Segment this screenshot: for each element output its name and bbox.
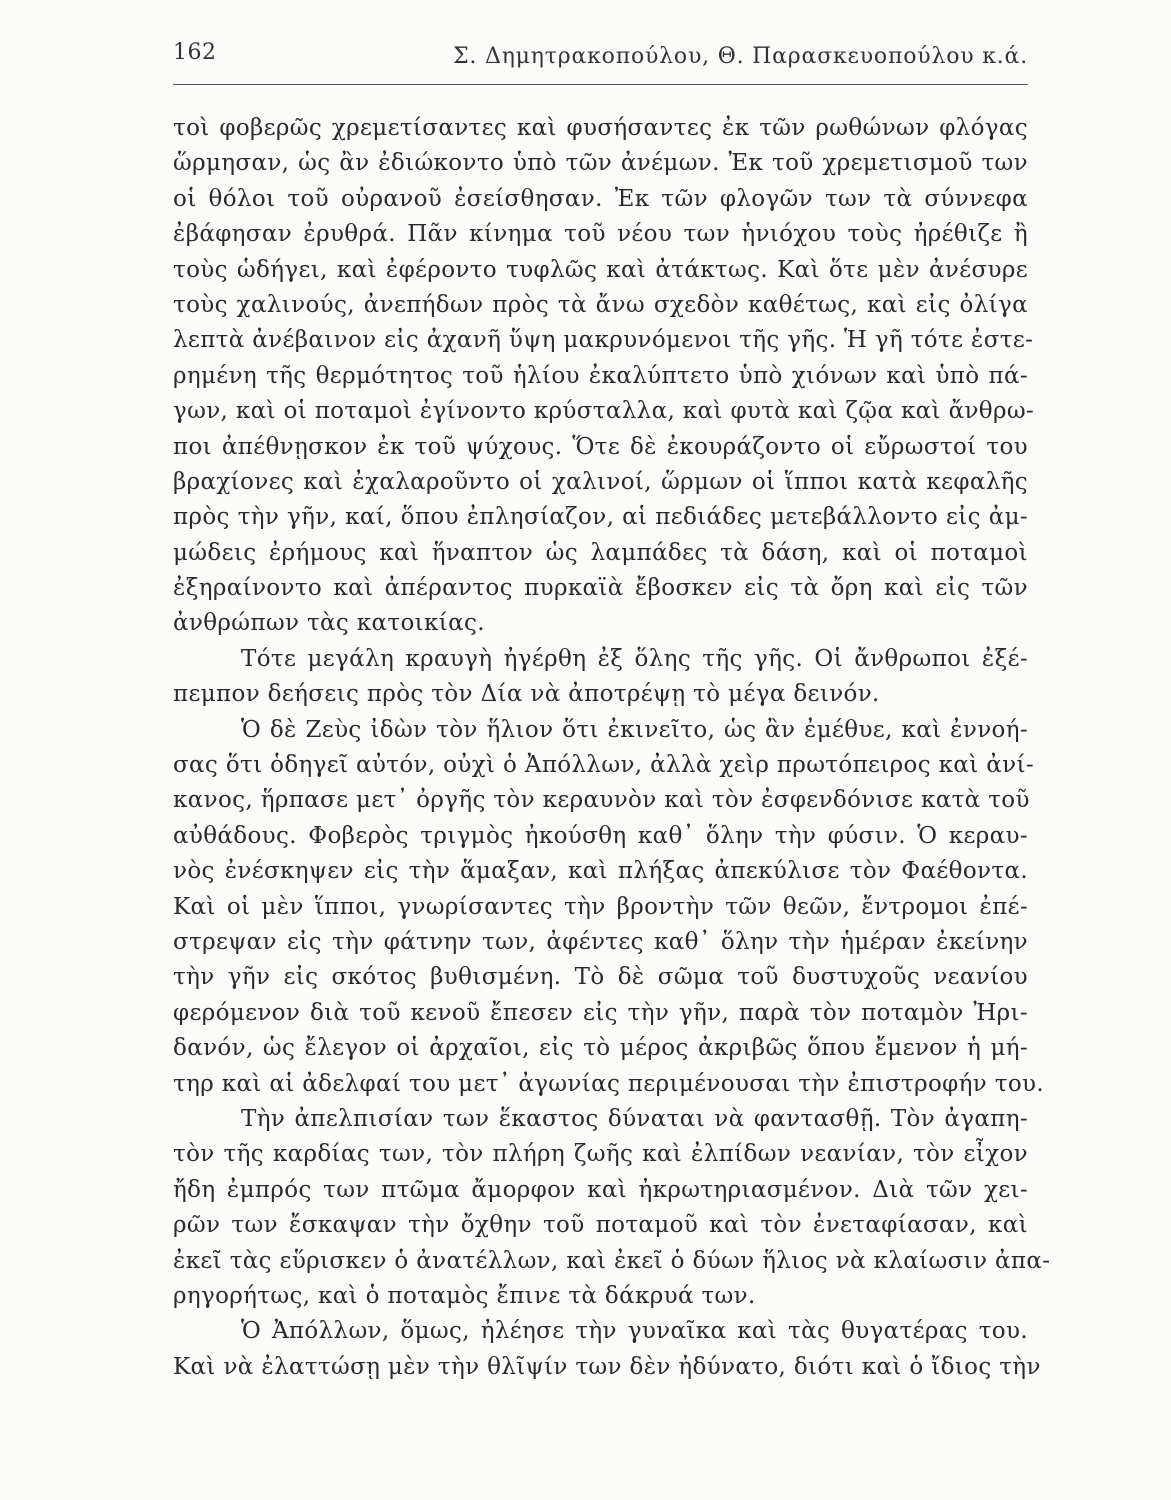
text-line: φερόμενον διὰ τοῦ κενοῦ ἔπεσεν εἰς τὴν γῆν, παρὰ τὸν ποταμὸν Ἠρι-: [173, 999, 1028, 1026]
text-line: ρημένη τῆς θερμότητος τοῦ ἡλίου ἐκαλύπτετο ὑπὸ χιόνων καὶ ὑπὸ πά-: [173, 362, 1028, 389]
text-line: Ὁ Ἀπόλλων, ὅμως, ἠλέησε τὴν γυναῖκα καὶ τὰς θυγατέρας του.: [241, 1318, 1028, 1345]
text-line: ἐξηραίνοντο καὶ ἀπέραντος πυρκαϊὰ ἔβοσκεν εἰς τὰ ὄρη καὶ εἰς τῶν: [173, 575, 1028, 602]
text-line: τοὺς χαλινούς, ἀνεπήδων πρὸς τὰ ἄνω σχεδὸν καθέτως, καὶ εἰς ὀλίγα: [173, 291, 1028, 318]
text-line: τοὶ φοβερῶς χρεμετίσαντες καὶ φυσήσαντες ἐκ τῶν ρωθώνων φλόγας: [173, 115, 1028, 141]
text-line: Τὴν ἀπελπισίαν των ἕκαστος δύναται νὰ φαντασθῇ. Τὸν ἀγαπη-: [241, 1105, 1028, 1132]
text-line: στρεψαν εἰς τὴν φάτνην των, ἀφέντες καθ᾽ ὅλην τὴν ἡμέραν ἐκείνην: [173, 928, 1028, 955]
text-line: τοὺς ὡδήγει, καὶ ἐφέροντο τυφλῶς καὶ ἀτάκτως. Καὶ ὅτε μὲν ἀνέσυρε: [173, 256, 1028, 283]
page-header: [173, 40, 1028, 80]
text-line: τὴν γῆν εἰς σκότος βυθισμένη. Τὸ δὲ σῶμα τοῦ δυστυχοῦς νεανίου: [173, 964, 1028, 991]
text-line: ρῶν των ἔσκαψαν τὴν ὄχθην τοῦ ποταμοῦ καὶ τὸν ἐνεταφίασαν, καὶ: [173, 1212, 1028, 1239]
text-line: λεπτὰ ἀνέβαινον εἰς ἀχανῆ ὕψη μακρυνόμενοι τῆς γῆς. Ἡ γῆ τότε ἐστε-: [173, 327, 1034, 354]
text-line: Καὶ οἱ μὲν ἵπποι, γνωρίσαντες τὴν βροντὴν τῶν θεῶν, ἔντρομοι ἐπέ-: [173, 893, 1028, 920]
paragraph: [173, 1314, 1041, 1385]
text-line: κανος, ἥρπασε μετ᾽ ὀργῆς τὸν κεραυνὸν καὶ τὸν ἐσφενδόνισε κατὰ τοῦ: [173, 787, 1030, 814]
text-line: μώδεις ἐρήμους καὶ ἥναπτον ὡς λαμπάδες τὰ δάση, καὶ οἱ ποταμοὶ: [173, 539, 1028, 566]
text-line: πρὸς τὴν γῆν, καί, ὅπου ἐπλησίαζον, αἱ πεδιάδες μετεβάλλοντο εἰς ἀμ-: [173, 504, 1028, 531]
paragraph: [173, 1102, 1051, 1314]
text-line: ποι ἀπέθνῃσκον ἐκ τοῦ ψύχους. Ὅτε δὲ ἐκουράζοντο οἱ εὔρωστοί του: [173, 433, 1028, 460]
text-line: οἱ θόλοι τοῦ οὐρανοῦ ἐσείσθησαν. Ἐκ τῶν φλογῶν των τὰ σύννεφα: [173, 185, 1028, 212]
text-line: τηρ καὶ αἱ ἀδελφαί του μετ᾽ ἀγωνίας περιμένουσαι τὴν ἐπιστροφήν του.: [173, 1070, 1045, 1097]
text-line: δανόν, ὡς ἔλεγον οἱ ἀρχαῖοι, εἰς τὸ μέρος ἀκριβῶς ὅπου ἔμενον ἡ μή-: [173, 1035, 1028, 1062]
paragraph: [173, 713, 1045, 1102]
text-line: βραχίονες καὶ ἐχαλαροῦντο οἱ χαλινοί, ὥρμων οἱ ἵπποι κατὰ κεφαλῆς: [173, 468, 1028, 495]
paragraph: [173, 642, 1028, 713]
text-line: ἐβάφησαν ἐρυθρά. Πᾶν κίνημα τοῦ νέου των ἡνιόχου τοὺς ἠρέθιζε ἢ: [173, 221, 1028, 248]
text-line: αὐθάδους. Φοβερὸς τριγμὸς ἠκούσθη καθ᾽ ὅλην τὴν φύσιν. Ὁ κεραυ-: [173, 822, 1028, 849]
text-line: τὸν τῆς καρδίας των, τὸν πλήρη ζωῆς καὶ ἐλπίδων νεανίαν, τὸν εἶχον: [173, 1141, 1028, 1168]
running-head: Σ. Δημητρακοπούλου, Θ. Παρασκευοπούλου κ.ά.: [453, 44, 1028, 69]
text-line: Ὁ δὲ Ζεὺς ἰδὼν τὸν ἥλιον ὅτι ἐκινεῖτο, ὡς ἂν ἐμέθυε, καὶ ἐννοή-: [241, 716, 1028, 743]
paragraph: [173, 111, 1035, 642]
text-line: Καὶ νὰ ἐλαττώσῃ μὲν τὴν θλῖψίν των δὲν ἠδύνατο, διότι καὶ ὁ ἴδιος τὴν: [173, 1353, 1041, 1380]
text-line: ὥρμησαν, ὡς ἂν ἐδιώκοντο ὑπὸ τῶν ἀνέμων. Ἐκ τοῦ χρεμετισμοῦ των: [173, 150, 1028, 177]
text-line: πεμπον δεήσεις πρὸς τὸν Δία νὰ ἀποτρέψῃ τὸ μέγα δεινόν.: [173, 681, 880, 708]
text-line: Τότε μεγάλη κραυγὴ ἠγέρθη ἐξ ὅλης τῆς γῆς. Οἱ ἄνθρωποι ἐξέ-: [241, 645, 1028, 672]
body-text: [173, 111, 1051, 1385]
text-line: γων, καὶ οἱ ποταμοὶ ἐγίνοντο κρύσταλλα, καὶ φυτὰ καὶ ζῷα καὶ ἄνθρω-: [173, 398, 1035, 425]
text-line: σας ὅτι ὁδηγεῖ αὐτόν, οὐχὶ ὁ Ἀπόλλων, ἀλλὰ χεὶρ πρωτόπειρος καὶ ἀνί-: [173, 752, 1034, 779]
text-line: ἐκεῖ τὰς εὕρισκεν ὁ ἀνατέλλων, καὶ ἐκεῖ ὁ δύων ἥλιος νὰ κλαίωσιν ἀπα-: [173, 1247, 1051, 1274]
text-line: ρηγορήτως, καὶ ὁ ποταμὸς ἔπινε τὰ δάκρυά των.: [173, 1282, 756, 1309]
text-line: ἤδη ἐμπρός των πτῶμα ἄμορφον καὶ ἠκρωτηριασμένον. Διὰ τῶν χει-: [173, 1176, 1028, 1203]
page-number: 162: [173, 40, 217, 65]
header-rule: [173, 84, 1028, 85]
text-line: νὸς ἐνέσκηψεν εἰς τὴν ἅμαξαν, καὶ πλήξας ἀπεκύλισε τὸν Φαέθοντα.: [173, 858, 1028, 885]
text-line: ἀνθρώπων τὰς κατοικίας.: [173, 610, 485, 637]
